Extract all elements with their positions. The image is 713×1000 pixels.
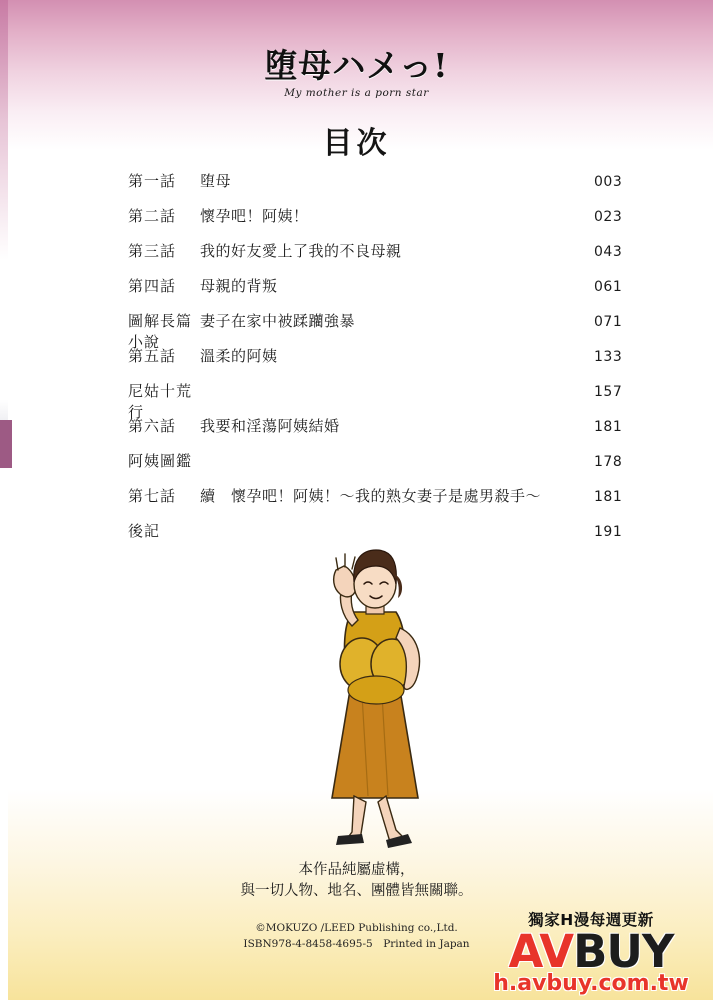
watermark-logo	[475, 925, 707, 979]
toc-page-number: 178	[594, 454, 623, 470]
toc-chapter-label: 第三話	[128, 242, 177, 260]
toc-page-number: 133	[594, 349, 623, 365]
toc-page-number: 003	[594, 174, 623, 190]
list-item	[128, 380, 640, 421]
toc-chapter-label: 第五話	[128, 347, 177, 365]
toc-page-number: 023	[594, 209, 623, 225]
disclaimer-line-2: 與一切人物、地名、團體皆無關聯。	[240, 883, 473, 900]
toc-chapter-label: 尼姑十荒行	[128, 382, 193, 421]
toc-page-number: 191	[594, 524, 623, 540]
toc-entry-title: 母親的背叛	[200, 277, 278, 295]
page-title: 目次	[322, 126, 391, 161]
toc-page-number: 181	[594, 489, 623, 505]
toc-entry-title: 妻子在家中被蹂躪強暴	[200, 312, 356, 330]
copyright-line: ©MOKUZO /LEED Publishing co.,Ltd.	[255, 922, 458, 934]
toc-entry-title: 懷孕吧！阿姨！	[200, 207, 309, 225]
book-title-block	[0, 48, 713, 99]
toc-list	[128, 170, 640, 555]
watermark-logo-av: AV	[508, 925, 574, 979]
toc-chapter-label: 第四話	[128, 277, 177, 295]
toc-entry-title: 溫柔的阿姨	[200, 347, 278, 365]
toc-chapter-label: 阿姨圖鑑	[128, 452, 193, 470]
list-item	[128, 275, 640, 310]
toc-entry-title: 我的好友愛上了我的不良母親	[200, 242, 402, 260]
toc-entry-title: 續 懷孕吧！阿姨！～我的熟女妻子是處男殺手～	[200, 487, 542, 505]
watermark-tagline: 獨家H漫每週更新	[528, 911, 654, 930]
disclaimer-text	[0, 860, 713, 902]
toc-page-number: 071	[594, 314, 623, 330]
toc-entry-title: 我要和淫蕩阿姨結婚	[200, 417, 340, 435]
toc-entry-title: 堕母	[200, 172, 232, 190]
list-item	[128, 415, 640, 450]
toc-page-number: 181	[594, 419, 623, 435]
watermark-logo-buy: BUY	[573, 925, 674, 979]
book-subtitle: My mother is a porn star	[284, 87, 429, 100]
toc-page-number: 061	[594, 279, 623, 295]
toc-chapter-label: 第七話	[128, 487, 177, 505]
toc-page-number: 043	[594, 244, 623, 260]
disclaimer-line-1: 本作品純屬虛構，	[298, 862, 415, 878]
edge-bookmark-mark	[0, 420, 12, 468]
character-illustration	[300, 540, 450, 860]
watermark-url: h.avbuy.com.tw	[493, 971, 689, 996]
toc-chapter-label: 第二話	[128, 207, 177, 225]
toc-page-number: 157	[594, 384, 623, 400]
toc-chapter-label: 第一話	[128, 172, 177, 190]
toc-chapter-label: 第六話	[128, 417, 177, 435]
toc-chapter-label: 後記	[128, 522, 161, 540]
toc-chapter-label: 圖解長篇小說	[128, 312, 193, 351]
book-title: 堕母ハメっ!	[264, 46, 449, 85]
isbn-line: ISBN978-4-8458-4695-5 Printed in Japan	[243, 938, 470, 951]
list-item	[128, 450, 640, 485]
list-item	[128, 205, 640, 240]
list-item	[128, 485, 640, 520]
list-item	[128, 310, 640, 351]
list-item	[128, 240, 640, 275]
list-item	[128, 345, 640, 380]
watermark	[475, 908, 707, 996]
list-item	[128, 170, 640, 205]
